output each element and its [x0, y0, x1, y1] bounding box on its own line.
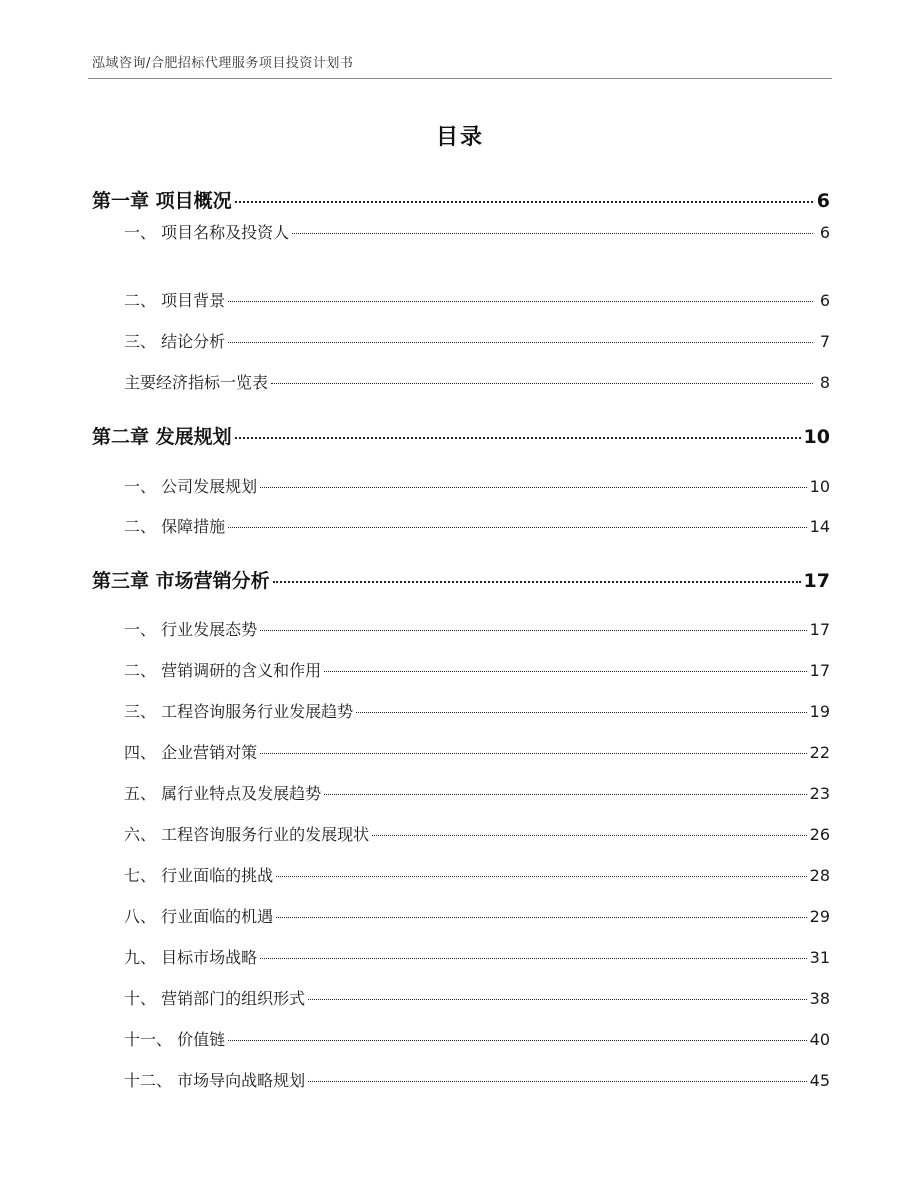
toc-entry-label: 一、 项目名称及投资人 [124, 223, 290, 242]
toc-entry[interactable] [92, 514, 830, 537]
header-divider [88, 78, 832, 79]
toc-entry-page: 29 [809, 907, 830, 926]
dot-leader [260, 630, 807, 631]
toc-entry-page: 17 [809, 661, 830, 680]
toc-entry-label: 六、 工程咨询服务行业的发展现状 [124, 825, 370, 844]
toc-entry[interactable] [92, 329, 830, 352]
toc-entry-page: 17 [809, 620, 830, 639]
toc-entry-page: 17 [803, 570, 830, 592]
toc-entry[interactable] [92, 220, 830, 243]
dot-leader [260, 487, 807, 488]
toc-entry[interactable] [92, 699, 830, 722]
toc-entry-page: 6 [819, 223, 830, 242]
toc-entry-label: 主要经济指标一览表 [124, 373, 269, 392]
toc-entry-page: 45 [809, 1071, 830, 1090]
toc-entry-label: 第一章 项目概况 [92, 190, 232, 212]
dot-leader [235, 437, 801, 439]
toc-entry[interactable] [92, 822, 830, 845]
toc-entry-label: 四、 企业营销对策 [124, 743, 258, 762]
toc-entry-page: 10 [809, 477, 830, 496]
toc-entry[interactable] [92, 1068, 830, 1091]
dot-leader [324, 794, 807, 795]
toc-entry-label: 十一、 价值链 [124, 1030, 226, 1049]
toc-entry-page: 23 [809, 784, 830, 803]
toc-entry-label: 三、 工程咨询服务行业发展趋势 [124, 702, 354, 721]
dot-leader [260, 958, 807, 959]
toc-entry[interactable] [92, 863, 830, 886]
toc-entry[interactable] [92, 566, 830, 593]
toc-entry-page: 19 [809, 702, 830, 721]
toc-entry-page: 22 [809, 743, 830, 762]
dot-leader [271, 383, 813, 384]
toc-entry[interactable] [92, 370, 830, 393]
toc-entry-page: 26 [809, 825, 830, 844]
toc-entry-label: 七、 行业面临的挑战 [124, 866, 274, 885]
toc-entry-page: 40 [809, 1030, 830, 1049]
toc-entry-label: 二、 保障措施 [124, 517, 226, 536]
toc-entry[interactable] [92, 781, 830, 804]
toc-entry-page: 14 [809, 517, 830, 536]
dot-leader [276, 876, 807, 877]
toc-entry-page: 6 [819, 291, 830, 310]
toc-entry-page: 10 [803, 426, 830, 448]
dot-leader [228, 527, 807, 528]
toc-entry-label: 一、 公司发展规划 [124, 477, 258, 496]
toc-title: 目录 [435, 125, 484, 150]
toc-entry-page: 31 [809, 948, 830, 967]
toc-entry-label: 一、 行业发展态势 [124, 620, 258, 639]
toc-entry[interactable] [92, 422, 830, 449]
toc-entry-label: 十、 营销部门的组织形式 [124, 989, 306, 1008]
toc-entry[interactable] [92, 740, 830, 763]
toc-entry-page: 6 [816, 190, 830, 212]
dot-leader [356, 712, 807, 713]
toc-entry-page: 7 [819, 332, 830, 351]
dot-leader [324, 671, 807, 672]
toc-entry[interactable] [92, 658, 830, 681]
toc-entry[interactable] [92, 186, 830, 213]
toc-entry-page: 28 [809, 866, 830, 885]
toc-entry-label: 十二、 市场导向战略规划 [124, 1071, 306, 1090]
dot-leader [260, 753, 807, 754]
dot-leader [372, 835, 807, 836]
dot-leader [228, 301, 813, 302]
toc-entry-label: 二、 营销调研的含义和作用 [124, 661, 322, 680]
dot-leader [273, 581, 801, 583]
toc-entry[interactable] [92, 617, 830, 640]
toc-entry-label: 八、 行业面临的机遇 [124, 907, 274, 926]
dot-leader [292, 233, 813, 234]
running-header: 泓域咨询/合肥招标代理服务项目投资计划书 [92, 56, 354, 71]
dot-leader [228, 342, 813, 343]
toc-entry[interactable] [92, 474, 830, 497]
toc-entry[interactable] [92, 904, 830, 927]
toc-entry[interactable] [92, 288, 830, 311]
toc-entry-page: 38 [809, 989, 830, 1008]
dot-leader [308, 999, 807, 1000]
toc-entry-label: 第二章 发展规划 [92, 426, 232, 448]
dot-leader [276, 917, 807, 918]
toc-entry-label: 二、 项目背景 [124, 291, 226, 310]
toc-entry-label: 三、 结论分析 [124, 332, 226, 351]
toc-entry-label: 五、 属行业特点及发展趋势 [124, 784, 322, 803]
toc-entry-page: 8 [819, 373, 830, 392]
toc-entry-label: 九、 目标市场战略 [124, 948, 258, 967]
toc-entry-label: 第三章 市场营销分析 [92, 570, 270, 592]
toc-entry[interactable] [92, 986, 830, 1009]
dot-leader [235, 201, 813, 203]
toc-entry[interactable] [92, 945, 830, 968]
toc-entry[interactable] [92, 1027, 830, 1050]
dot-leader [308, 1081, 807, 1082]
dot-leader [228, 1040, 807, 1041]
